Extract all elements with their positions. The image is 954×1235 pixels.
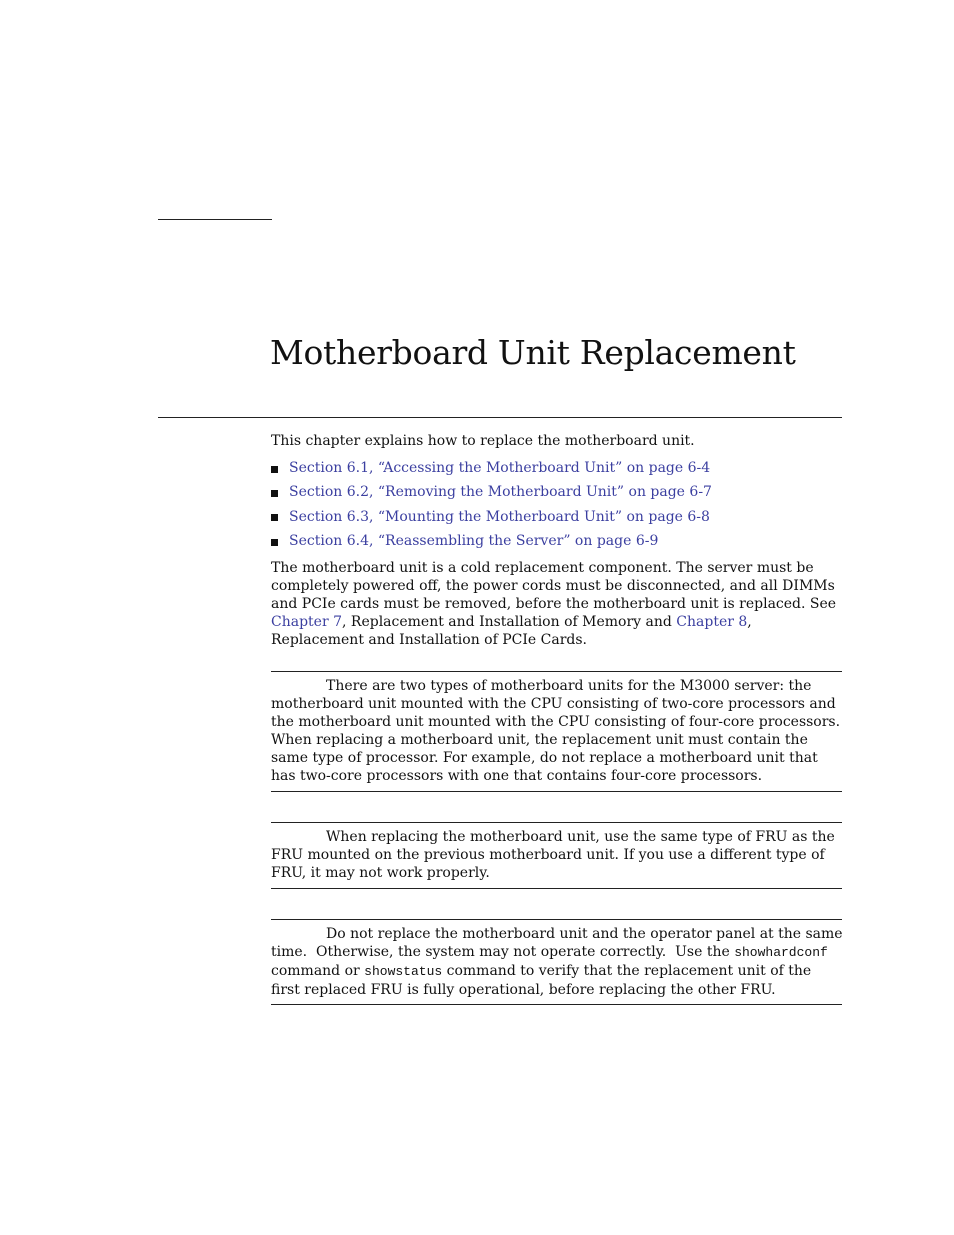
showhardconf-command: showhardconf [734, 945, 828, 960]
bullet-square-icon [271, 539, 278, 546]
note-top-rule [271, 822, 842, 823]
cold-replacement-paragraph [271, 559, 843, 649]
note-text: command to verify that the replacement unit of the first replaced FRU is fully operational, before replacing the other FRU. [271, 963, 812, 998]
chapter-top-rule [158, 219, 272, 220]
bullet-square-icon [271, 514, 278, 521]
list-item [271, 480, 712, 504]
note-bottom-rule [271, 791, 842, 792]
note-top-rule [271, 919, 842, 920]
list-item [271, 456, 712, 480]
section-list [271, 456, 712, 553]
showstatus-command: showstatus [364, 964, 443, 979]
note-text: command or [271, 963, 365, 979]
chapter-title: Motherboard Unit Replacement [270, 333, 796, 372]
note-processor-type [271, 677, 843, 785]
list-item [271, 529, 712, 553]
chapter-8-link[interactable]: Chapter 8 [676, 614, 748, 630]
note-fru-type [271, 828, 843, 882]
bullet-square-icon [271, 490, 278, 497]
note-top-rule [271, 671, 842, 672]
bullet-square-icon [271, 466, 278, 473]
chapter-7-link[interactable]: Chapter 7 [271, 614, 342, 630]
chapter-title-rule [158, 417, 842, 418]
note-text: When replacing the motherboard unit, use the same type of FRU as the FRU mounted on the previous motherboard unit. If you use a different type of FRU, it may not work properly. [271, 829, 835, 881]
note-operator-panel [271, 925, 843, 999]
paragraph-text: , Replacement and Installation of Memory and [342, 614, 677, 630]
section-link-6-2[interactable]: Section 6.2, “Removing the Motherboard Unit” on page 6-7 [289, 484, 712, 501]
note-text: There are two types of motherboard units for the M3000 server: the motherboard unit mounted with the CPU consisting of two-core processors and the motherboard unit mounted with the CPU consisting of four-core processors. When replacing a motherboard unit, the replacement unit must contain the same type of processor. For example, do not replace a motherboard unit that has two-core processors with one that contains four-core processors. [271, 678, 841, 784]
paragraph-text: , Replacement and Installation of PCIe Cards. [271, 614, 752, 648]
section-link-6-4[interactable]: Section 6.4, “Reassembling the Server” on page 6-9 [289, 533, 659, 550]
section-link-6-3[interactable]: Section 6.3, “Mounting the Motherboard Unit” on page 6-8 [289, 508, 710, 525]
paragraph-text: The motherboard unit is a cold replacement component. The server must be completely powered off, the power cords must be disconnected, and all DIMMs and PCIe cards must be removed, before the motherboard unit is replaced. See [271, 560, 837, 612]
note-bottom-rule [271, 1004, 842, 1005]
list-item [271, 505, 712, 529]
note-text: Do not replace the motherboard unit and the operator panel at the same time. Otherwise, the system may not operate correctly. Use the [271, 926, 843, 960]
section-link-6-1[interactable]: Section 6.1, “Accessing the Motherboard Unit” on page 6-4 [289, 460, 711, 477]
chapter-intro: This chapter explains how to replace the motherboard unit. [271, 433, 695, 449]
note-bottom-rule [271, 888, 842, 889]
